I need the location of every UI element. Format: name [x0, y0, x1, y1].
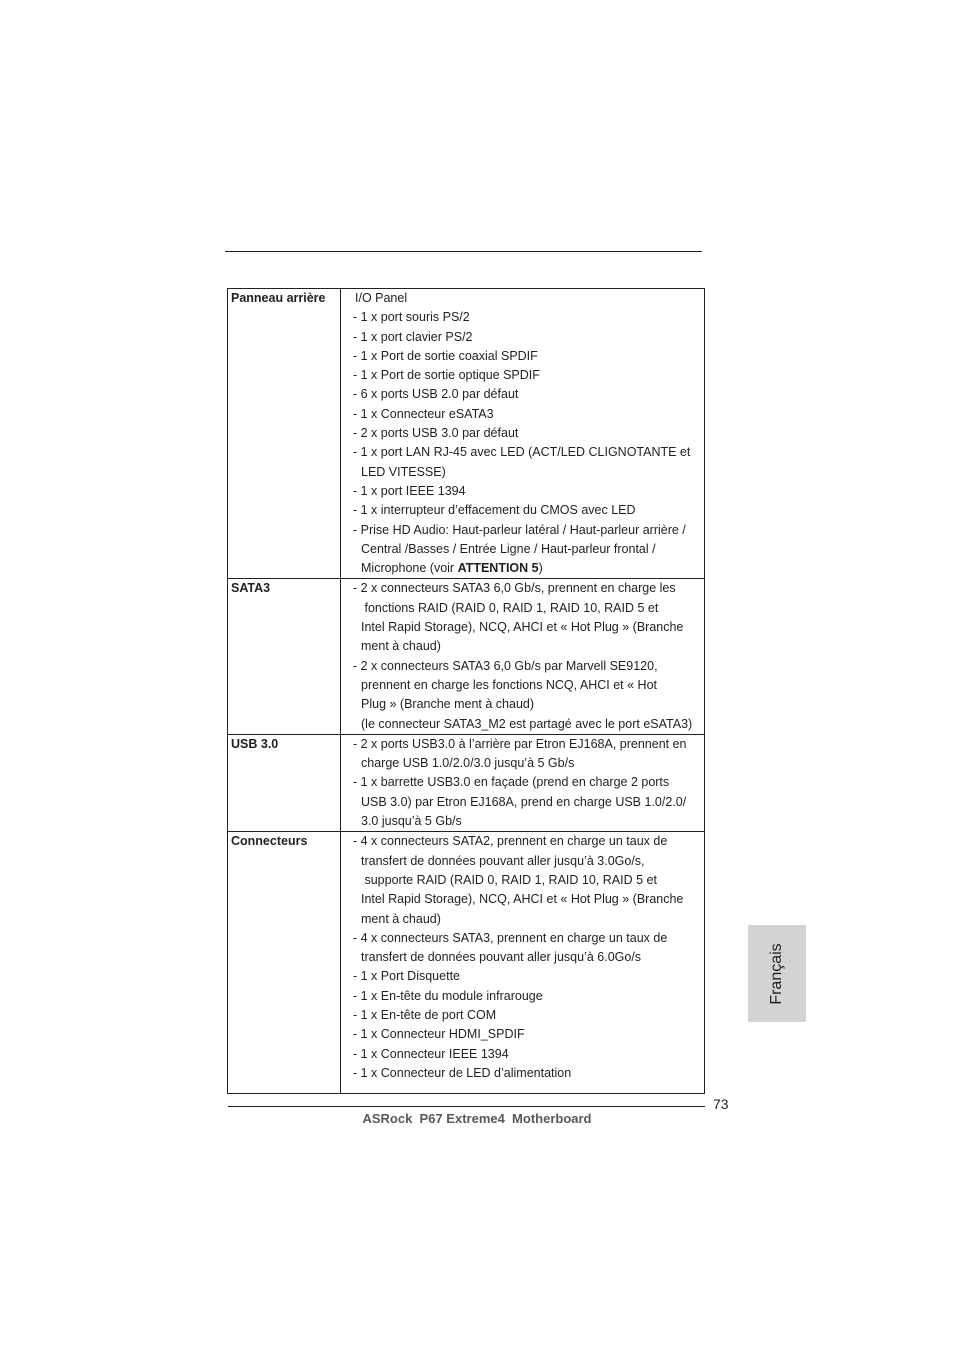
spec-line: - 1 x Connecteur eSATA3: [353, 406, 494, 421]
spec-line: - 1 x Port de sortie optique SPDIF: [353, 368, 540, 383]
spec-line: - 1 x Port Disquette: [353, 969, 460, 984]
spec-line: Central /Basses / Entrée Ligne / Haut-parleur frontal /: [361, 541, 656, 556]
spec-line: - 2 x ports USB 3.0 par défaut: [353, 426, 519, 441]
spec-line: 3.0 jusqu’à 5 Gb/s: [361, 814, 462, 829]
spec-line: transfert de données pouvant aller jusqu’à 6.0Go/s: [361, 950, 642, 965]
language-tab: [748, 925, 806, 1022]
spec-line: - 4 x connecteurs SATA3, prennent en charge un taux de: [353, 930, 668, 945]
spec-line: - 2 x ports USB3.0 à l’arrière par Etron EJ168A, prennent en: [353, 736, 687, 751]
spec-line: - 1 x Connecteur HDMI_SPDIF: [353, 1027, 525, 1042]
spec-label-connectors: Connecteurs: [228, 832, 341, 1093]
spec-line: - 1 x port IEEE 1394: [353, 483, 466, 498]
spec-label-rear-panel: Panneau arrière: [228, 289, 341, 578]
spec-line: - 1 x Connecteur de LED d’alimentation: [353, 1065, 572, 1080]
spec-line: supporte RAID (RAID 0, RAID 1, RAID 10, RAID 5 et: [361, 872, 657, 887]
spec-line: - 2 x connecteurs SATA3 6,0 Gb/s, prennent en charge les: [353, 581, 676, 596]
spec-line: - 6 x ports USB 2.0 par défaut: [353, 387, 519, 402]
spec-line: - 1 x port souris PS/2: [353, 310, 470, 325]
spec-row-rear-panel: [228, 289, 704, 578]
spec-line: I/O Panel: [355, 291, 408, 305]
spec-content-sata3: [341, 579, 704, 733]
spec-row-usb30: [228, 734, 704, 831]
spec-line: USB 3.0) par Etron EJ168A, prend en charge USB 1.0/2.0/: [361, 794, 687, 809]
spec-content-rear-panel: [341, 289, 704, 578]
spec-row-sata3: [228, 578, 704, 733]
spec-line: - 4 x connecteurs SATA2, prennent en charge un taux de: [353, 834, 668, 849]
spec-label-usb30: USB 3.0: [228, 735, 341, 831]
spec-line: - 1 x Connecteur IEEE 1394: [353, 1046, 509, 1061]
top-rule: [225, 251, 702, 252]
spec-line: - 1 x port clavier PS/2: [353, 329, 473, 344]
spec-line: prennent en charge les fonctions NCQ, AHCI et « Hot: [361, 677, 657, 692]
spec-line: - 1 x port LAN RJ-45 avec LED (ACT/LED CLIGNOTANTE et: [353, 445, 691, 460]
spec-line: - 1 x barrette USB3.0 en façade (prend en charge 2 ports: [353, 775, 670, 790]
mic-prefix: Microphone (voir: [361, 561, 458, 576]
spec-line: - 1 x En-tête du module infrarouge: [353, 988, 543, 1003]
spec-line: ment à chaud): [361, 639, 441, 654]
spec-line: - 1 x interrupteur d’effacement du CMOS avec LED: [353, 503, 636, 518]
page-number: 73: [713, 1096, 729, 1112]
language-tab-label: Français: [768, 942, 785, 1005]
spec-line: charge USB 1.0/2.0/3.0 jusqu’à 5 Gb/s: [361, 756, 575, 771]
spec-row-connectors: [228, 831, 704, 1093]
spec-line: Intel Rapid Storage), NCQ, AHCI et « Hot Plug » (Branche: [361, 620, 684, 635]
spec-line: - 2 x connecteurs SATA3 6,0 Gb/s par Marvell SE9120,: [353, 658, 658, 673]
spec-line: ment à chaud): [361, 911, 441, 926]
spec-line: Plug » (Branche ment à chaud): [361, 697, 535, 712]
mic-suffix: ): [538, 561, 543, 576]
spec-line: - 1 x En-tête de port COM: [353, 1007, 497, 1022]
footer-title: ASRock P67 Extreme4 Motherboard: [362, 1111, 592, 1126]
spec-line: transfert de données pouvant aller jusqu’à 3.0Go/s,: [361, 853, 645, 868]
spec-line: Intel Rapid Storage), NCQ, AHCI et « Hot Plug » (Branche: [361, 892, 684, 907]
spec-line: (le connecteur SATA3_M2 est partagé avec le port eSATA3): [361, 716, 693, 731]
spec-label-sata3: SATA3: [228, 579, 341, 733]
spec-content-connectors: [341, 832, 704, 1093]
spec-content-usb30: [341, 735, 704, 831]
spec-line: LED VITESSE): [361, 464, 446, 479]
spec-line: - 1 x Port de sortie coaxial SPDIF: [353, 348, 538, 363]
attention-note: ATTENTION 5: [457, 561, 539, 576]
spec-line: - Prise HD Audio: Haut-parleur latéral / Haut-parleur arrière /: [353, 522, 686, 537]
spec-line-microphone: [353, 559, 704, 578]
spec-table: [227, 288, 705, 1094]
spec-line: fonctions RAID (RAID 0, RAID 1, RAID 10, RAID 5 et: [361, 600, 659, 615]
bottom-rule: [228, 1106, 705, 1107]
